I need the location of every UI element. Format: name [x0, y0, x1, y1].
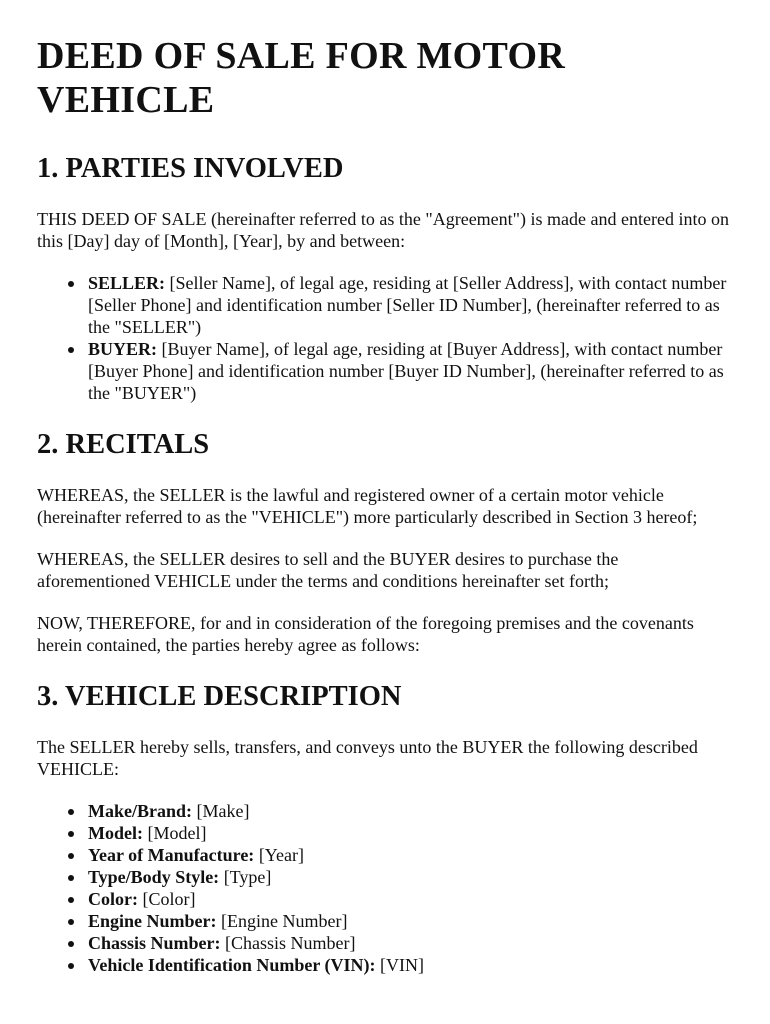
section-heading: 2. RECITALS [37, 429, 210, 460]
list-item-make [88, 800, 730, 822]
document-title: DEED OF SALE FOR MOTOR VEHICLE [37, 35, 566, 121]
item-label: Vehicle Identification Number (VIN): [88, 955, 376, 975]
item-text: [Year] [254, 845, 304, 865]
item-label: Make/Brand: [88, 801, 193, 821]
item-text: [Color] [137, 889, 196, 909]
item-label: SELLER: [88, 273, 166, 293]
section-heading: 3. VEHICLE DESCRIPTION [37, 681, 402, 712]
item-text: [Make] [192, 801, 250, 821]
list-item-seller [88, 272, 730, 338]
item-text: [Engine Number] [216, 911, 348, 931]
item-text: [Chassis Number] [220, 933, 356, 953]
section-heading: 1. PARTIES INVOLVED [37, 153, 344, 184]
item-text: [Type] [219, 867, 272, 887]
section-parties [37, 152, 730, 404]
vehicle-details-list [37, 800, 730, 976]
item-text: [VIN] [375, 955, 424, 975]
item-text: [Seller Name], of legal age, residing at [Seller Address], with contact number [Seller Phone] and identification number [Seller ID Number], (hereinafter referred to as the "SELLER") [88, 273, 727, 337]
item-label: Chassis Number: [88, 933, 221, 953]
parties-list [37, 272, 730, 404]
item-label: BUYER: [88, 339, 158, 359]
list-item-chassis-number [88, 932, 730, 954]
item-label: Year of Manufacture: [88, 845, 255, 865]
section-recitals [37, 428, 730, 656]
list-item-type [88, 866, 730, 888]
item-text: [Model] [142, 823, 207, 843]
recital-paragraph: WHEREAS, the SELLER is the lawful and registered owner of a certain motor vehicle (hereinafter referred to as the "VEHICLE") more particularly described in Section 3 hereof; [37, 485, 698, 527]
list-item-model [88, 822, 730, 844]
list-item-year [88, 844, 730, 866]
item-label: Type/Body Style: [88, 867, 220, 887]
item-text: [Buyer Name], of legal age, residing at [Buyer Address], with contact number [Buyer Phone] and identification number [Buyer ID Number], (hereinafter referred to as the "BUYER") [88, 339, 724, 403]
list-item-vin [88, 954, 730, 976]
section-intro: The SELLER hereby sells, transfers, and conveys unto the BUYER the following described VEHICLE: [37, 737, 698, 779]
recital-paragraph: NOW, THEREFORE, for and in consideration of the foregoing premises and the covenants herein contained, the parties hereby agree as follows: [37, 613, 694, 655]
section-vehicle-description [37, 680, 730, 976]
list-item-engine-number [88, 910, 730, 932]
item-label: Color: [88, 889, 138, 909]
list-item-buyer [88, 338, 730, 404]
list-item-color [88, 888, 730, 910]
item-label: Engine Number: [88, 911, 217, 931]
section-intro: THIS DEED OF SALE (hereinafter referred to as the "Agreement") is made and entered into on this [Day] day of [Month], [Year], by and between: [37, 209, 729, 251]
item-label: Model: [88, 823, 143, 843]
recital-paragraph: WHEREAS, the SELLER desires to sell and the BUYER desires to purchase the aforementioned VEHICLE under the terms and conditions hereinafter set forth; [37, 549, 619, 591]
